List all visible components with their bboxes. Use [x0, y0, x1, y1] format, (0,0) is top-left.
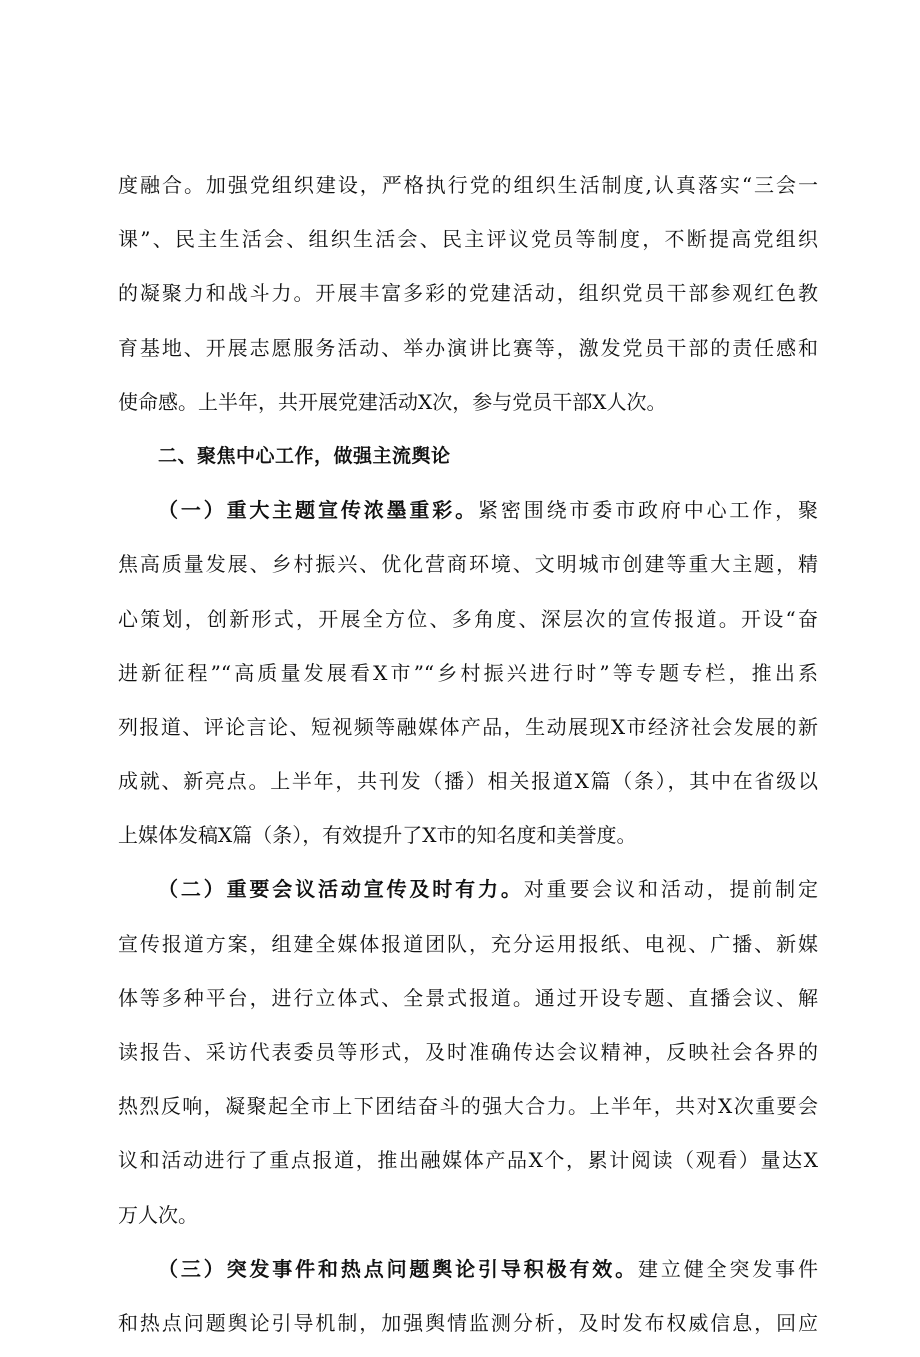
paragraph-line: 读报告、采访代表委员等形式，及时准确传达会议精神，反映社会各界的 [118, 1040, 818, 1064]
subsection-title: （一）重大主题宣传浓墨重彩。 [158, 498, 478, 523]
paragraph-line: 心策划，创新形式，开展全方位、多角度、深层次的宣传报道。开设“奋 [118, 606, 818, 631]
subsection-text: 紧密围绕市委市政府中心工作，聚 [478, 498, 818, 523]
subsection-text: 建立健全突发事件 [638, 1256, 818, 1281]
subsection-first-line [118, 869, 818, 923]
paragraph-line: 列报道、评论言论、短视频等融媒体产品，生动展现X市经济社会发展的新 [118, 714, 818, 739]
document-body [118, 165, 818, 1357]
paragraph-line: 和热点问题舆论引导机制，加强舆情监测分析，及时发布权威信息，回应 [118, 1310, 818, 1335]
subsection-title: （三）突发事件和热点问题舆论引导积极有效。 [158, 1256, 638, 1281]
paragraph-line: 宣传报道方案，组建全媒体报道团队，充分运用报纸、电视、广播、新媒 [118, 931, 818, 956]
paragraph-line: 度融合。加强党组织建设，严格执行党的组织生活制度,认真落实“三会一 [118, 173, 818, 197]
paragraph-line: 体等多种平台，进行立体式、全景式报道。通过开设专题、直播会议、解 [118, 985, 818, 1010]
subsection-title: （二）重要会议活动宣传及时有力。 [158, 877, 524, 902]
subsection-text: 对重要会议和活动，提前制定 [523, 877, 818, 902]
paragraph-line: 上媒体发稿X篇（条），有效提升了X市的知名度和美誉度。 [118, 823, 637, 848]
paragraph-line: 成就、新亮点。上半年，共刊发（播）相关报道X篇（条），其中在省级以 [118, 769, 818, 794]
paragraph-line: 议和活动进行了重点报道，推出融媒体产品X个，累计阅读（观看）量达X [118, 1148, 818, 1173]
paragraph-line: 热烈反响，凝聚起全市上下团结奋斗的强大合力。上半年，共对X次重要会 [118, 1094, 818, 1119]
paragraph-line: 焦高质量发展、乡村振兴、优化营商环境、文明城市创建等重大主题，精 [118, 552, 818, 577]
paragraph-line: 课”、民主生活会、组织生活会、民主评议党员等制度，不断提高党组织 [118, 227, 818, 252]
paragraph-line: 使命感。上半年，共开展党建活动X次，参与党员干部X人次。 [118, 389, 667, 414]
paragraph-line: 万人次。 [118, 1202, 198, 1227]
paragraph-line: 育基地、开展志愿服务活动、举办演讲比赛等，激发党员干部的责任感和 [118, 335, 818, 360]
subsection-first-line [118, 1249, 818, 1303]
subsection-first-line [118, 490, 818, 544]
paragraph-line: 的凝聚力和战斗力。开展丰富多彩的党建活动，组织党员干部参观红色教 [118, 281, 818, 306]
paragraph-line: 进新征程”“高质量发展看X市”“乡村振兴进行时”等专题专栏，推出系 [118, 660, 818, 685]
section-heading: 二、聚焦中心工作，做强主流舆论 [158, 444, 451, 467]
